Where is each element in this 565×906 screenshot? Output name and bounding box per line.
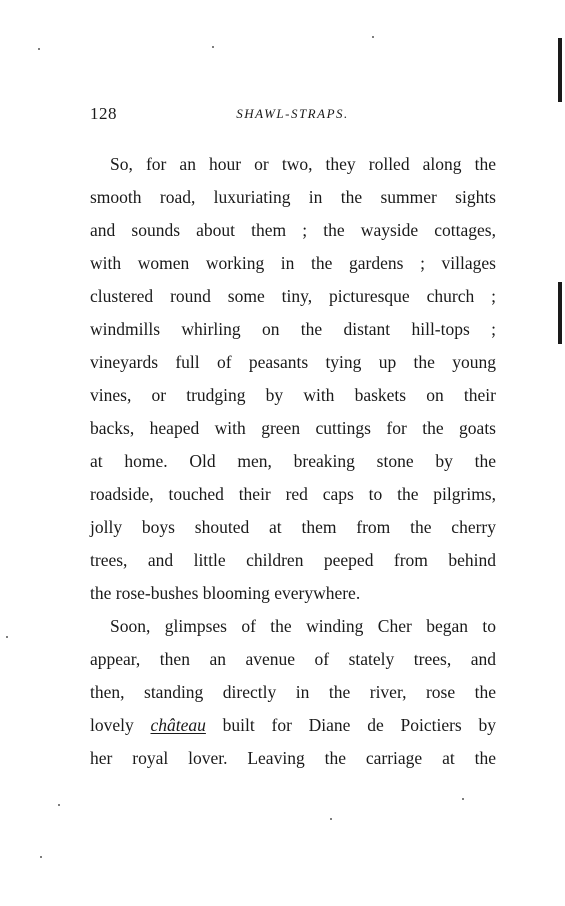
body-text <box>90 148 496 775</box>
text-line: appear, then an avenue of stately trees, and <box>90 649 496 669</box>
italic-word: château <box>150 715 206 735</box>
scan-speck <box>462 798 464 800</box>
text-line: the rose-bushes blooming everywhere. <box>90 583 361 603</box>
text-line: jolly boys shouted at them from the cherry <box>90 517 496 537</box>
scan-speck <box>58 804 60 806</box>
scan-speck <box>212 46 214 48</box>
text-line: trees, and little children peeped from behind <box>90 550 496 570</box>
text-line: and sounds about them ; the wayside cottages, <box>90 220 496 240</box>
scan-edge-mark-middle <box>558 282 562 344</box>
text-line: with women working in the gardens ; villages <box>90 253 496 273</box>
text-line: then, standing directly in the river, rose the <box>90 682 496 702</box>
text-line: backs, heaped with green cuttings for the goats <box>90 418 496 438</box>
text-line: vines, or trudging by with baskets on their <box>90 385 496 405</box>
scan-edge-mark-top <box>558 38 562 102</box>
paragraph-2 <box>90 610 496 775</box>
text-line: at home. Old men, breaking stone by the <box>90 451 496 471</box>
text-line: windmills whirling on the distant hill-tops ; <box>90 319 496 339</box>
text-line: So, for an hour or two, they rolled along the <box>110 154 496 174</box>
text-line: roadside, touched their red caps to the pilgrims, <box>90 484 496 504</box>
paragraph-1 <box>90 148 496 610</box>
text-line: vineyards full of peasants tying up the young <box>90 352 496 372</box>
scan-speck <box>372 36 374 38</box>
scan-speck <box>6 636 8 638</box>
text-line: clustered round some tiny, picturesque church ; <box>90 286 496 306</box>
text-segment: lovely <box>90 715 151 735</box>
scan-speck <box>40 856 42 858</box>
text-line: her royal lover. Leaving the carriage at the <box>90 748 496 768</box>
scan-speck <box>330 818 332 820</box>
page-header <box>90 104 495 128</box>
running-title: SHAWL-STRAPS. <box>236 106 349 121</box>
text-line-with-italic <box>90 709 496 742</box>
scan-speck <box>38 48 40 50</box>
text-line: Soon, glimpses of the winding Cher began to <box>110 616 496 636</box>
text-segment: built for Diane de Poictiers by <box>205 715 496 735</box>
text-line: smooth road, luxuriating in the summer sights <box>90 187 496 207</box>
page-number: 128 <box>90 104 117 123</box>
